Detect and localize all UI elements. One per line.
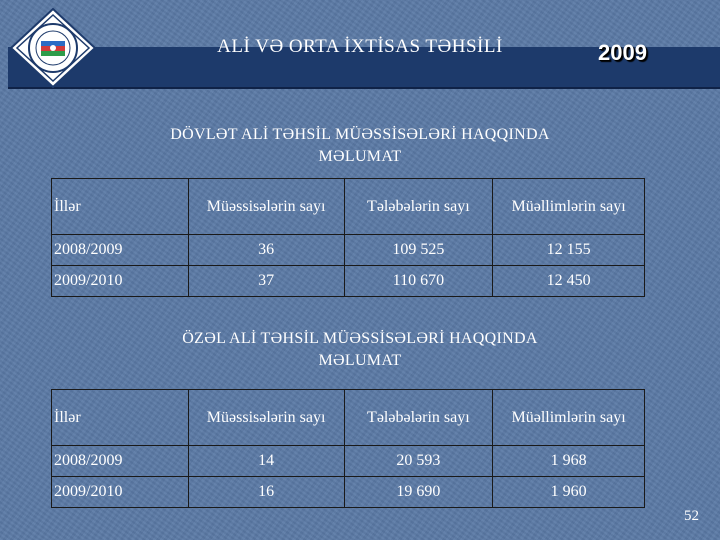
cell-teachers: 12 450 — [493, 266, 645, 297]
slide-year: 2009 — [598, 40, 647, 65]
table-row — [52, 446, 645, 477]
page-number: 52 — [684, 508, 699, 524]
cell-year: 2009/2010 — [52, 266, 189, 297]
state-heading-line1: DÖVLƏT ALİ TƏHSİL MÜƏSSİSƏLƏRİ HAQQINDA — [170, 126, 550, 143]
cell-students: 20 593 — [344, 446, 493, 477]
private-section-heading — [70, 328, 650, 372]
cell-students: 109 525 — [344, 235, 493, 266]
table-row — [52, 235, 645, 266]
state-section-heading — [70, 124, 650, 168]
cell-year: 2009/2010 — [52, 477, 189, 508]
table-row — [52, 477, 645, 508]
column-header-students: Tələbələrin sayı — [344, 179, 493, 235]
column-header-years: İllər — [52, 179, 189, 235]
emblem-logo-icon — [10, 8, 96, 88]
cell-institutions: 14 — [188, 446, 344, 477]
table-header-row — [52, 390, 645, 446]
state-institutions-table — [51, 178, 645, 297]
column-header-years: İllər — [52, 390, 189, 446]
cell-institutions: 36 — [188, 235, 344, 266]
slide-title: ALİ VƏ ORTA İXTİSAS TƏHSİLİ — [217, 36, 503, 57]
state-heading-line2: MƏLUMAT — [318, 148, 402, 165]
cell-students: 19 690 — [344, 477, 493, 508]
private-institutions-table — [51, 389, 645, 508]
table-header-row — [52, 179, 645, 235]
column-header-students: Tələbələrin sayı — [344, 390, 493, 446]
cell-teachers: 1 960 — [493, 477, 645, 508]
cell-students: 110 670 — [344, 266, 493, 297]
cell-year: 2008/2009 — [52, 446, 189, 477]
table-row — [52, 266, 645, 297]
private-heading-line1: ÖZƏL ALİ TƏHSİL MÜƏSSİSƏLƏRİ HAQQINDA — [182, 330, 538, 347]
column-header-institutions: Müəssisələrin sayı — [188, 390, 344, 446]
cell-year: 2008/2009 — [52, 235, 189, 266]
column-header-institutions: Müəssisələrin sayı — [188, 179, 344, 235]
cell-institutions: 37 — [188, 266, 344, 297]
column-header-teachers: Müəllimlərin sayı — [493, 390, 645, 446]
column-header-teachers: Müəllimlərin sayı — [493, 179, 645, 235]
cell-institutions: 16 — [188, 477, 344, 508]
cell-teachers: 1 968 — [493, 446, 645, 477]
cell-teachers: 12 155 — [493, 235, 645, 266]
private-heading-line2: MƏLUMAT — [318, 352, 402, 369]
